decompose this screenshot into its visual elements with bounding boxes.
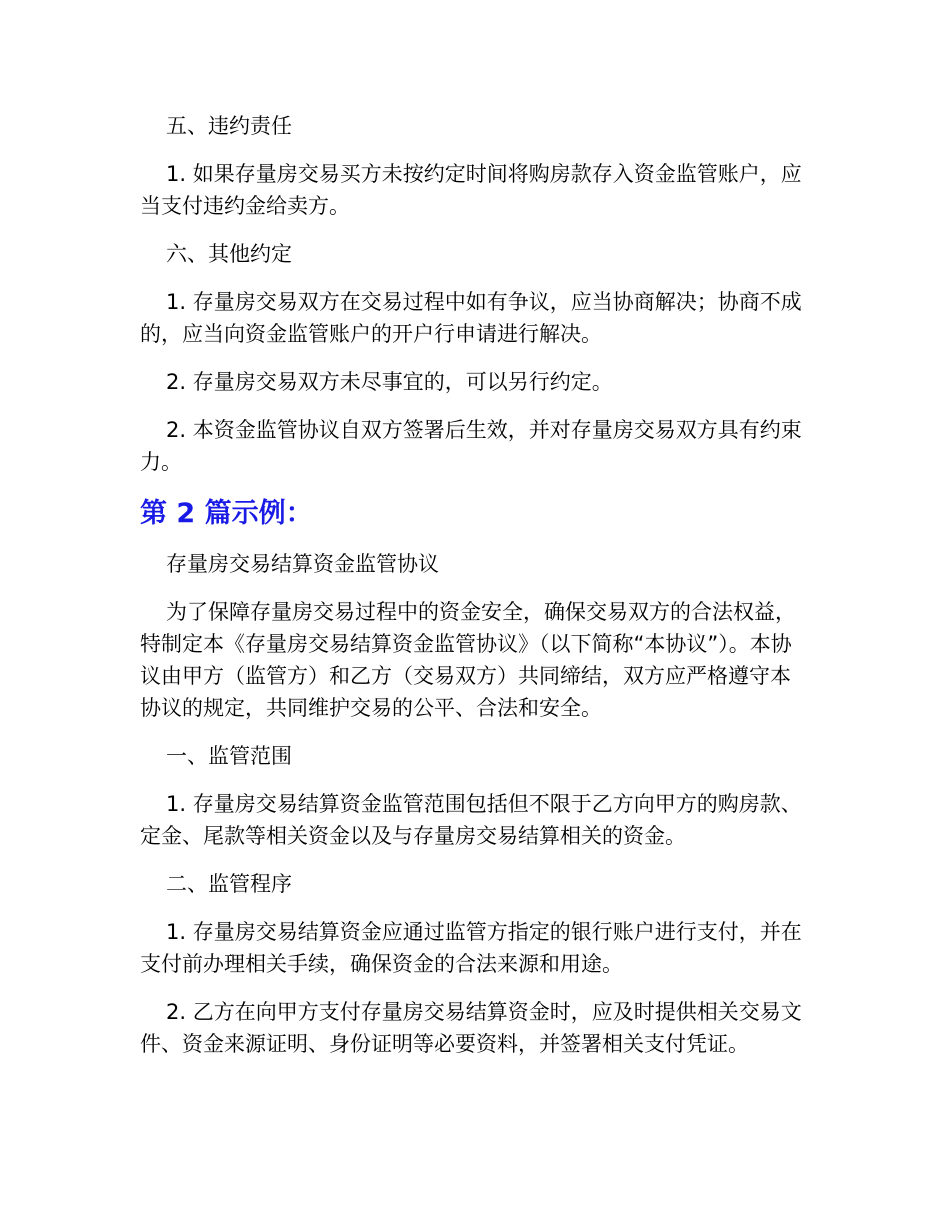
paragraph-procedure-2: 2. 乙方在向甲方支付存量房交易结算资金时，应及时提供相关交易文件、资金来源证明、身份证明等必要资料，并签署相关支付凭证。 xyxy=(140,1000,802,1056)
paragraph-procedure-1: 1. 存量房交易结算资金应通过监管方指定的银行账户进行支付，并在支付前办理相关手续，确保资金的合法来源和用途。 xyxy=(140,920,802,976)
paragraph-breach-clause-1: 1. 如果存量房交易买方未按约定时间将购房款存入资金监管账户，应当支付违约金给卖方。 xyxy=(140,162,802,218)
section-title-other-terms: 六、其他约定 xyxy=(166,242,292,266)
section-title-procedure: 二、监管程序 xyxy=(166,872,292,896)
paragraph-scope-1: 1. 存量房交易结算资金监管范围包括但不限于乙方向甲方的购房款、定金、尾款等相关资金以及与存量房交易结算相关的资金。 xyxy=(140,792,802,848)
paragraph-other-terms-1: 1. 存量房交易双方在交易过程中如有争议，应当协商解决；协商不成的，应当向资金监管账户的开户行申请进行解决。 xyxy=(140,290,802,346)
paragraph-preamble: 为了保障存量房交易过程中的资金安全，确保交易双方的合法权益，特制定本《存量房交易结算资金监管协议》（以下简称“本协议”）。本协议由甲方（监管方）和乙方（交易双方）共同缔结，双方应严格遵守本协议的规定，共同维护交易的公平、合法和安全。 xyxy=(140,600,796,720)
section-title-scope: 一、监管范围 xyxy=(166,744,292,768)
document-page xyxy=(140,110,802,1076)
paragraph-other-terms-2: 2. 存量房交易双方未尽事宜的，可以另行约定。 xyxy=(166,370,613,394)
agreement-title: 存量房交易结算资金监管协议 xyxy=(166,552,439,576)
example-heading: 第 2 篇示例： xyxy=(140,498,313,529)
section-title-breach-liability: 五、违约责任 xyxy=(166,114,292,138)
paragraph-other-terms-3: 2. 本资金监管协议自双方签署后生效，并对存量房交易双方具有约束力。 xyxy=(140,418,802,474)
